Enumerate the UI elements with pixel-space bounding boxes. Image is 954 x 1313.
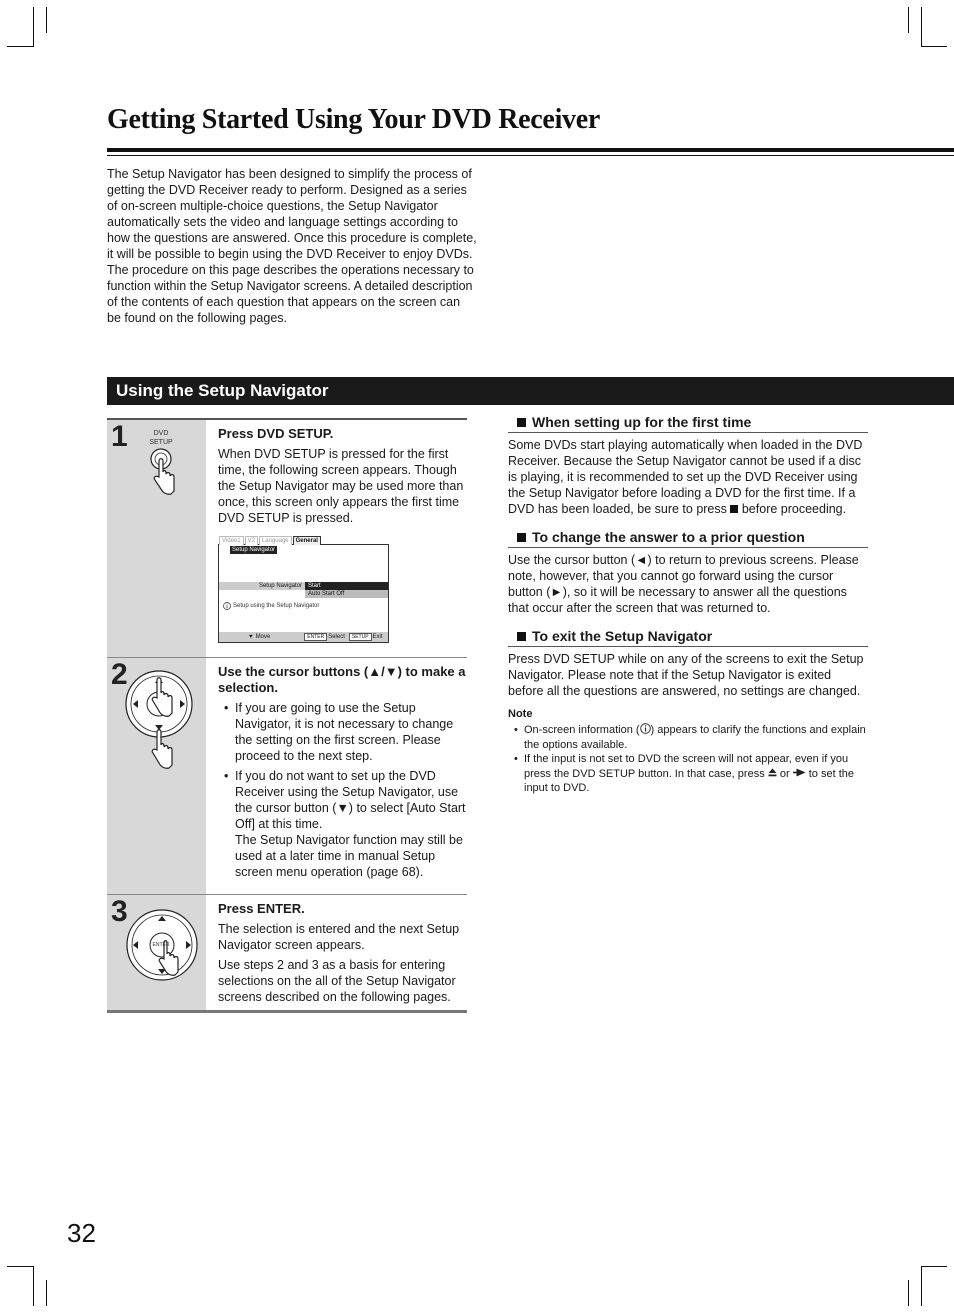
paragraph-exit: Press DVD SETUP while on any of the screens to exit the Setup Navigator. Please note that if the Setup Navigator is exited before all the questions are answered, no settings are changed. [508, 652, 864, 698]
crop-mark [46, 7, 47, 33]
step-3 [107, 894, 467, 1011]
info-icon [640, 723, 651, 734]
note-text: On-screen information ( [524, 724, 640, 736]
title-rule-thin [107, 155, 954, 156]
crop-mark [921, 1266, 947, 1267]
step-number: 1 [111, 420, 127, 453]
subheading-text: To exit the Setup Navigator [532, 628, 713, 644]
subheading-text: When setting up for the first time [532, 414, 752, 430]
eject-icon [768, 768, 777, 777]
paragraph-text-end: before proceeding. [741, 502, 847, 516]
remote-button-label: DVD SETUP [149, 430, 173, 446]
crop-mark [46, 1280, 47, 1306]
step-text: Use steps 2 and 3 as a basis for entering selections on the all of the Setup Navigator screens described on the following pages. [218, 958, 456, 1004]
crop-mark [33, 1266, 34, 1306]
osd-tab-bar [219, 536, 322, 545]
step-body [218, 895, 467, 1005]
note-text: or [779, 767, 790, 780]
list-item [524, 723, 868, 752]
note-text: to set the input to DVD. [524, 767, 854, 794]
osd-info-line [223, 602, 319, 610]
osd-move-icon: ♥ [249, 634, 253, 640]
section-heading: Using the Setup Navigator [107, 377, 954, 405]
step-1 [107, 418, 467, 657]
note-list [508, 723, 868, 796]
osd-screen [218, 538, 389, 643]
step-side-panel [107, 658, 206, 894]
subheading-first-time [508, 414, 868, 433]
steps-column [107, 418, 467, 1011]
intro-paragraph: The Setup Navigator has been designed to simplify the process of getting the DVD Receiver ready to perform. Designed as a series of on-screen multiple-choice questions, the Setup Navigator automatically sets the video and language settings according to how the questions are answered. Once this procedure is complete, it will be possible to begin using the DVD Receiver to enjoy DVDs. [107, 167, 477, 261]
subheading-change-answer [508, 529, 868, 548]
step-heading: Press DVD SETUP. [218, 426, 334, 441]
paragraph-first-time [508, 437, 868, 517]
osd-footer-exit: Exit [372, 634, 383, 640]
step-2 [107, 657, 467, 894]
list-item: • If you are going to use the Setup Navigator, it is not necessary to change the setting on the first screen. Please proceed to the next step. [235, 700, 467, 764]
square-bullet-icon [517, 418, 526, 427]
right-column [508, 414, 868, 796]
crop-mark [921, 46, 947, 47]
osd-setup-key: SETUP [349, 633, 372, 641]
step-side-panel [107, 420, 206, 657]
intro-text [107, 166, 477, 326]
step-body [218, 420, 467, 643]
step-bullets [218, 700, 467, 880]
crop-mark [921, 7, 922, 47]
osd-tab-v2: V2 [245, 536, 258, 545]
crop-mark [921, 1266, 922, 1306]
title-rule [107, 148, 954, 152]
enter-button-label: ENTER [152, 942, 170, 948]
note-text: If the input is not set to DVD the screen will not appear, even if you press the DVD SETUP button. In that case, press [524, 753, 849, 780]
subheading-exit [508, 628, 868, 647]
osd-tab-language: Language [259, 536, 292, 545]
osd-footer-select: Select [328, 634, 345, 640]
crop-mark [7, 46, 33, 47]
osd-enter-key: ENTER [304, 633, 327, 641]
paragraph-text: Some DVDs start playing automatically when loaded in the DVD Receiver. Because the Setup Navigator cannot be used if a disc is playing, it is recommended to set up the DVD Receiver using the Setup Navigator before loading a DVD for the first time. If a DVD has been loaded, be sure to press [508, 438, 863, 516]
step-text: The selection is entered and the next Setup Navigator screen appears. [218, 922, 460, 952]
osd-footer [219, 632, 388, 642]
square-bullet-icon [517, 533, 526, 542]
step-side-panel [107, 895, 206, 1011]
osd-info-text: Setup using the Setup Navigator [233, 603, 320, 609]
step-text: When DVD SETUP is pressed for the first time, the following screen appears. Though the Setup Navigator may be used more than once, this screen only appears the first time DVD SETUP is pressed. [218, 447, 464, 525]
play-icon [793, 768, 806, 777]
crop-mark [908, 7, 909, 33]
list-item [524, 752, 868, 796]
cursor-pad-icon [124, 666, 194, 776]
step-number: 2 [111, 658, 127, 691]
note-text: ) appears to clarify the functions and explain the options available. [524, 724, 866, 751]
subheading-text: To change the answer to a prior question [532, 529, 805, 545]
step-body [218, 658, 467, 880]
step-heading: Press ENTER. [218, 901, 305, 916]
list-item-extra: The Setup Navigator function may still be used at a later time in manual Setup screen menu operation (page 68). [235, 833, 463, 879]
hand-press-icon [147, 447, 181, 497]
stop-icon [730, 505, 738, 513]
paragraph-change-answer: Use the cursor button (◄) to return to previous screens. Please note, however, that you cannot go forward using the cursor button (►), so it will be necessary to answer all the questions that occur after the screen that was returned to. [508, 553, 859, 615]
crop-mark [7, 1266, 33, 1267]
step-heading: Use the cursor buttons (▲/▼) to make a selection. [218, 664, 466, 695]
page-title: Getting Started Using Your DVD Receiver [107, 104, 600, 135]
note-title: Note [508, 708, 533, 720]
osd-option-auto-start-off: Auto Start Off [305, 590, 388, 598]
page-number: 32 [67, 1218, 96, 1248]
step-number: 3 [111, 895, 127, 928]
intro-paragraph: The procedure on this page describes the operations necessary to function within the Setup Navigator screens. A detailed description of the contents of each question that appears on the screen can be found on the following pages. [107, 263, 474, 325]
osd-footer-move: Move [255, 634, 271, 640]
osd-item-label: Setup Navigator [219, 582, 305, 590]
crop-mark [33, 7, 34, 47]
osd-tab-video1: Video1 [219, 536, 244, 545]
osd-option-start: Start [305, 582, 388, 590]
info-icon [223, 602, 231, 610]
osd-tab-general: General [293, 536, 321, 545]
osd-header: Setup Navigator [232, 547, 276, 553]
list-item-text: If you do not want to set up the DVD Receiver using the Setup Navigator, use the cursor button (▼) to select [Auto Start Off] at this time. [235, 769, 466, 831]
steps-bottom-rule [107, 1010, 467, 1013]
list-item [235, 768, 467, 880]
crop-mark [908, 1280, 909, 1306]
square-bullet-icon [517, 632, 526, 641]
